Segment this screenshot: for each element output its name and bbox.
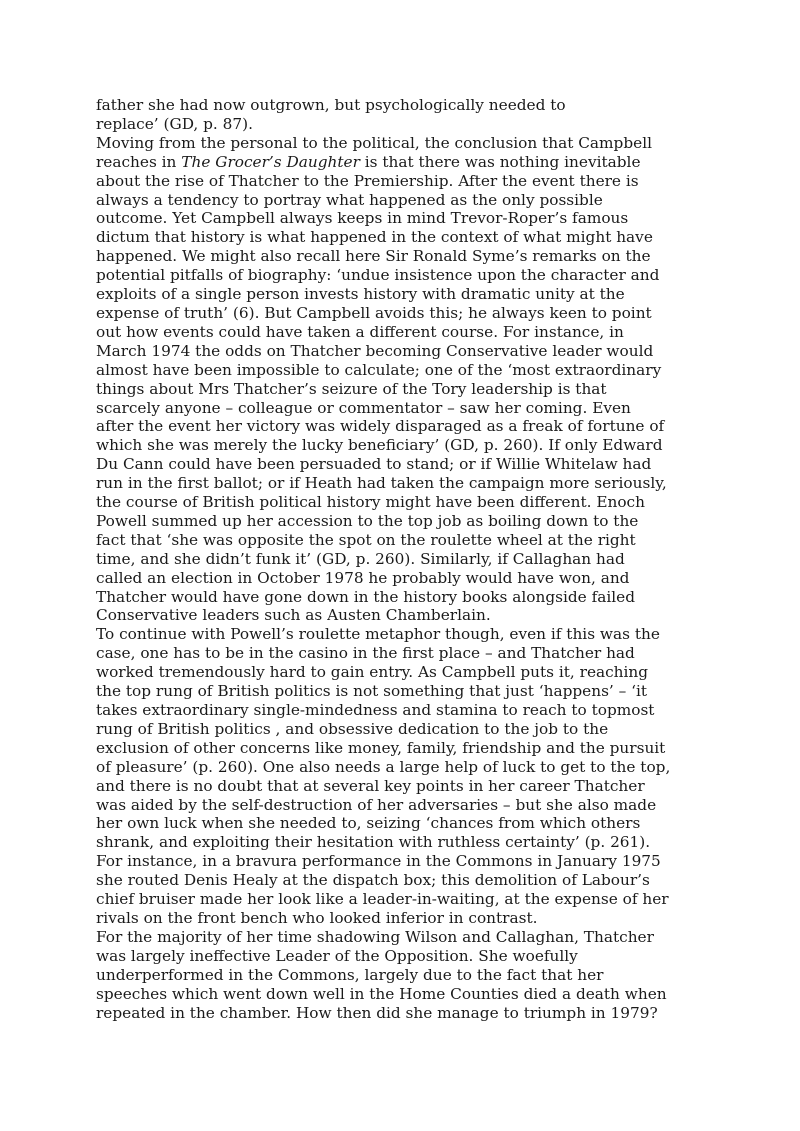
text-line: Powell summed up her accession to the top job as boiling down to the — [96, 511, 639, 530]
text-line: and there is no doubt that at several key points in her career Thatcher — [96, 776, 645, 795]
text-line: father she had now outgrown, but psychologically needed to — [96, 96, 566, 114]
text-line: Du Cann could have been persuaded to stand; or if Willie Whitelaw had — [96, 455, 652, 474]
text-line: For instance, in a bravura performance in the Commons in January 1975 — [96, 852, 661, 871]
text-line: exploits of a single person invests history with dramatic unity at the — [96, 285, 625, 304]
text-line: Moving from the personal to the political, the conclusion that Campbell — [96, 133, 652, 152]
text-line: called an election in October 1978 he probably would have won, and — [96, 568, 630, 587]
text-line: Conservative leaders such as Austen Chamberlain. — [96, 606, 491, 625]
text-line: was aided by the self-destruction of her adversaries – but she also made — [96, 795, 657, 814]
text-line: dictum that history is what happened in the context of what might have — [96, 228, 653, 247]
text-line: the top rung of British politics is not something that just ‘happens’ – ‘it — [96, 682, 648, 701]
text-line: rung of British politics , and obsessive dedication to the job to the — [96, 719, 609, 738]
text-line: out how events could have taken a different course. For instance, in — [96, 322, 624, 341]
text-line — [96, 153, 716, 172]
text-line: fact that ‘she was opposite the spot on the roulette wheel at the right — [96, 530, 636, 549]
text-run: is that there was nothing inevitable — [359, 152, 641, 171]
text-line: which she was merely the lucky beneficiary’ (GD, p. 260). If only Edward — [96, 436, 663, 455]
text-line: To continue with Powell’s roulette metaphor though, even if this was the — [96, 625, 660, 644]
document-page — [96, 96, 716, 1022]
text-line: after the event her victory was widely disparaged as a freak of fortune of — [96, 417, 665, 436]
text-line: case, one has to be in the casino in the first place – and Thatcher had — [96, 644, 635, 663]
text-line: underperformed in the Commons, largely due to the fact that her — [96, 965, 604, 984]
text-line: her own luck when she needed to, seizing ‘chances from which others — [96, 814, 641, 833]
text-line: speeches which went down well in the Home Counties died a death when — [96, 984, 667, 1003]
text-line: the course of British political history might have been different. Enoch — [96, 493, 645, 512]
text-line: she routed Denis Healy at the dispatch box; this demolition of Labour’s — [96, 871, 650, 890]
text-line: expense of truth’ (6). But Campbell avoids this; he always keen to point — [96, 303, 652, 322]
text-line: run in the first ballot; or if Heath had taken the campaign more seriously, — [96, 474, 667, 493]
text-line: exclusion of other concerns like money, family, friendship and the pursuit — [96, 738, 666, 757]
text-line: replace’ (GD, p. 87). — [96, 114, 253, 133]
text-line: things about Mrs Thatcher’s seizure of the Tory leadership is that — [96, 379, 607, 398]
text-line: takes extraordinary single-mindedness and stamina to reach to topmost — [96, 701, 655, 719]
text-line: about the rise of Thatcher to the Premiership. After the event there is — [96, 171, 639, 190]
text-run: reaches in — [96, 152, 182, 171]
text-line: always a tendency to portray what happened as the only possible — [96, 190, 603, 209]
text-line: potential pitfalls of biography: ‘undue insistence upon the character and — [96, 266, 660, 285]
text-line: time, and she didn’t funk it’ (GD, p. 260). Similarly, if Callaghan had — [96, 549, 625, 568]
text-line: March 1974 the odds on Thatcher becoming Conservative leader would — [96, 341, 654, 360]
text-line: repeated in the chamber. How then did she manage to triumph in 1979? — [96, 1003, 658, 1022]
text-line: of pleasure’ (p. 260). One also needs a large help of luck to get to the top, — [96, 757, 671, 776]
text-line: For the majority of her time shadowing Wilson and Callaghan, Thatcher — [96, 927, 654, 946]
text-line: happened. We might also recall here Sir Ronald Syme’s remarks on the — [96, 247, 651, 266]
book-title: The Grocer’s Daughter — [181, 152, 360, 171]
text-line: chief bruiser made her look like a leader-in-waiting, at the expense of her — [96, 890, 669, 909]
text-line: Thatcher would have gone down in the history books alongside failed — [96, 587, 635, 606]
text-line: outcome. Yet Campbell always keeps in mind Trevor-Roper’s famous — [96, 209, 629, 228]
text-line: was largely ineffective Leader of the Opposition. She woefully — [96, 946, 578, 965]
text-line: worked tremendously hard to gain entry. As Campbell puts it, reaching — [96, 663, 649, 682]
text-line: scarcely anyone – colleague or commentator – saw her coming. Even — [96, 398, 631, 417]
text-line: shrank, and exploiting their hesitation with ruthless certainty’ (p. 261). — [96, 833, 651, 852]
text-line: rivals on the front bench who looked inferior in contrast. — [96, 908, 538, 927]
text-line: almost have been impossible to calculate; one of the ‘most extraordinary — [96, 360, 662, 379]
